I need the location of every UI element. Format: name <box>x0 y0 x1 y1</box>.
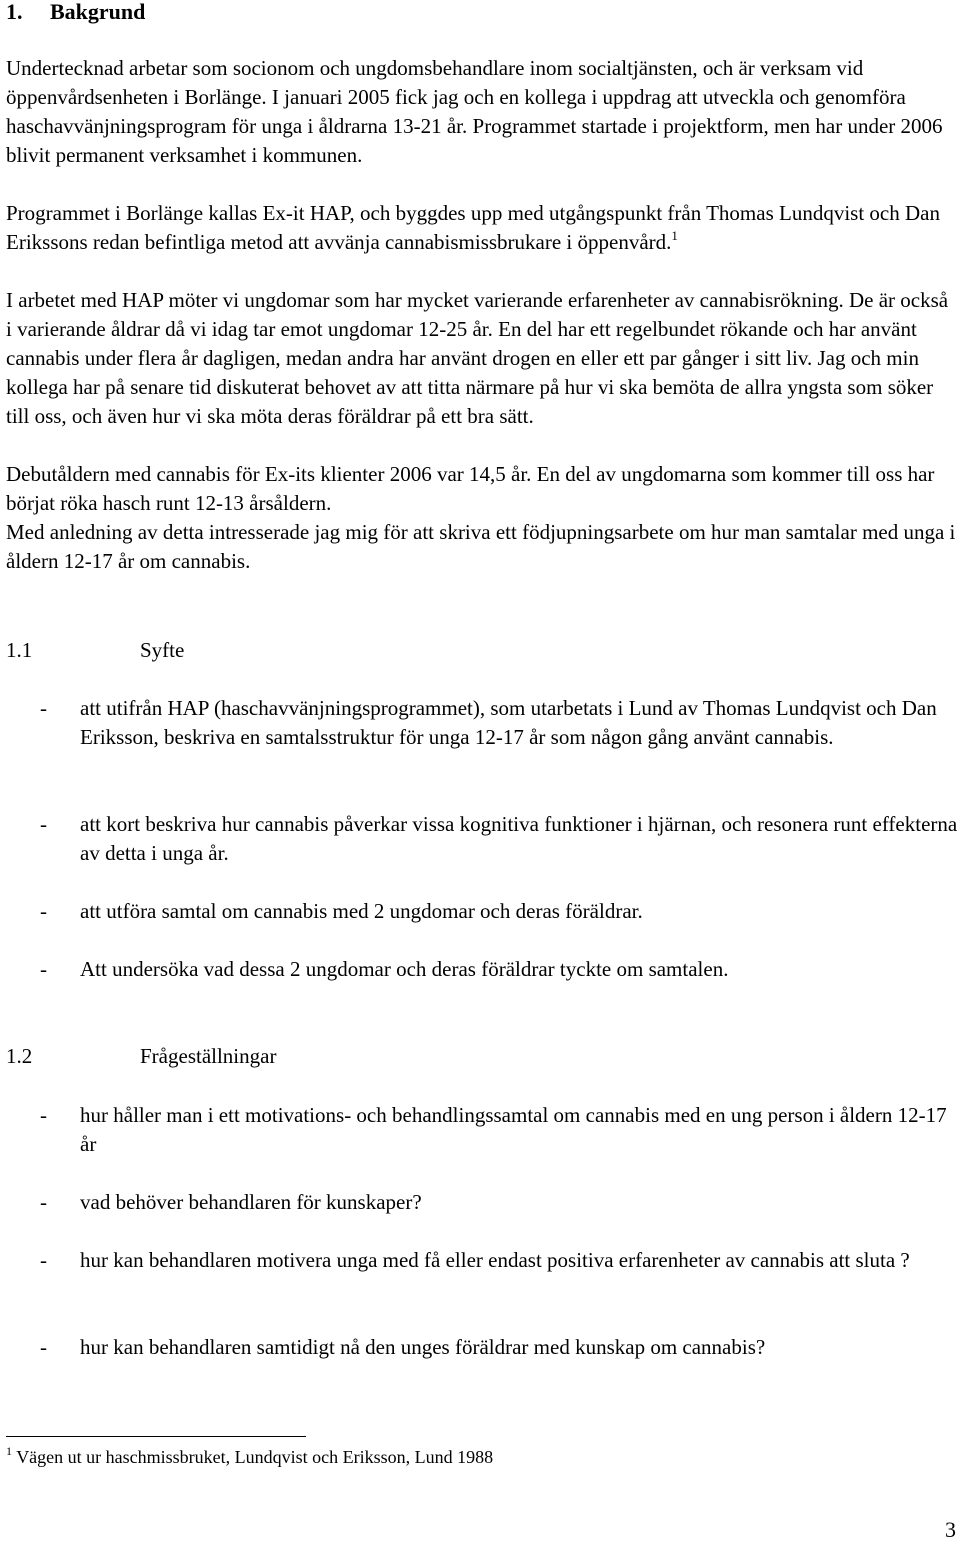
page-number: 3 <box>945 1517 956 1542</box>
background-paragraph-2-text: Programmet i Borlänge kallas Ex-it HAP, och byggdes upp med utgångspunkt från Thomas Lundqvist och Dan Erikssons redan befintliga metod att avvänja cannabismissbrukare i öppenvård. <box>6 201 940 254</box>
list-dash: - <box>40 1248 47 1272</box>
section-title: Bakgrund <box>50 0 146 24</box>
subsection-heading-questions <box>6 1042 276 1071</box>
purpose-item-text: att utifrån HAP (haschavvänjningsprogrammet), som utarbetats i Lund av Thomas Lundqvist och Dan Eriksson, beskriva en samtalsstruktur för unga 12-17 år som någon gång använt cannabis. <box>80 696 937 749</box>
background-paragraph-5: Med anledning av detta intresserade jag mig för att skriva ett födjupningsarbete om hur man samtalar med unga i åldern 12-17 år om cannabis. <box>6 520 956 573</box>
question-item-text: hur kan behandlaren samtidigt nå den unges föräldrar med kunskap om cannabis? <box>80 1335 766 1359</box>
question-item-text: hur håller man i ett motivations- och behandlingssamtal om cannabis med en ung person i åldern 12-17 år <box>80 1103 947 1156</box>
list-dash: - <box>40 957 47 981</box>
subsection-number: 1.2 <box>6 1044 33 1068</box>
section-heading <box>6 0 145 26</box>
list-dash: - <box>40 812 47 836</box>
footnote-text: Vägen ut ur haschmissbruket, Lundqvist och Eriksson, Lund 1988 <box>16 1447 494 1467</box>
subsection-title: Syfte <box>140 638 185 662</box>
footnote <box>6 1444 493 1470</box>
footnote-separator <box>6 1436 306 1437</box>
list-dash: - <box>40 1190 47 1214</box>
background-paragraph-4: Debutåldern med cannabis för Ex-its klienter 2006 var 14,5 år. En del av ungdomarna som kommer till oss har börjat röka hasch runt 12-13 årsåldern. <box>6 462 935 515</box>
question-item-text: hur kan behandlaren motivera unga med få eller endast positiva erfarenheter av cannabis att sluta ? <box>80 1248 910 1272</box>
list-dash: - <box>40 696 47 720</box>
list-dash: - <box>40 1103 47 1127</box>
list-dash: - <box>40 1335 47 1359</box>
subsection-title: Frågeställningar <box>140 1044 277 1068</box>
section-number: 1. <box>6 0 23 24</box>
background-paragraph-3: I arbetet med HAP möter vi ungdomar som har mycket varierande erfarenheter av cannabisrökning. De är också i varierande åldrar då vi idag tar emot ungdomar 12-25 år. En del har ett regelbundet rökande och har använt cannabis under flera år dagligen, medan andra har använt drogen en eller ett par gånger i sitt liv. Jag och min kollega har på senare tid diskuterat behovet av att titta närmare på hur vi ska bemöta de allra yngsta som söker till oss, och även hur vi ska möta deras föräldrar på ett bra sätt. <box>6 288 949 428</box>
question-item-text: vad behöver behandlaren för kunskaper? <box>80 1190 422 1214</box>
subsection-number: 1.1 <box>6 638 33 662</box>
purpose-item-text: att kort beskriva hur cannabis påverkar vissa kognitiva funktioner i hjärnan, och resonera runt effekterna av detta i unga år. <box>80 812 958 865</box>
list-dash: - <box>40 899 47 923</box>
purpose-item-text: Att undersöka vad dessa 2 ungdomar och deras föräldrar tyckte om samtalen. <box>80 957 729 981</box>
background-paragraph-1: Undertecknad arbetar som socionom och ungdomsbehandlare inom socialtjänsten, och är verksam vid öppenvårdsenheten i Borlänge. I januari 2005 fick jag och en kollega i uppdrag att utveckla och genomföra haschavvänjningsprogram för unga i åldrarna 13-21 år. Programmet startade i projektform, men har under 2006 blivit permanent verksamhet i kommunen. <box>6 56 943 167</box>
footnote-marker: 1 <box>6 1444 12 1458</box>
purpose-item-text: att utföra samtal om cannabis med 2 ungdomar och deras föräldrar. <box>80 899 643 923</box>
footnote-reference: 1 <box>671 228 678 243</box>
background-paragraph-2 <box>6 199 956 257</box>
subsection-heading-purpose <box>6 636 184 665</box>
